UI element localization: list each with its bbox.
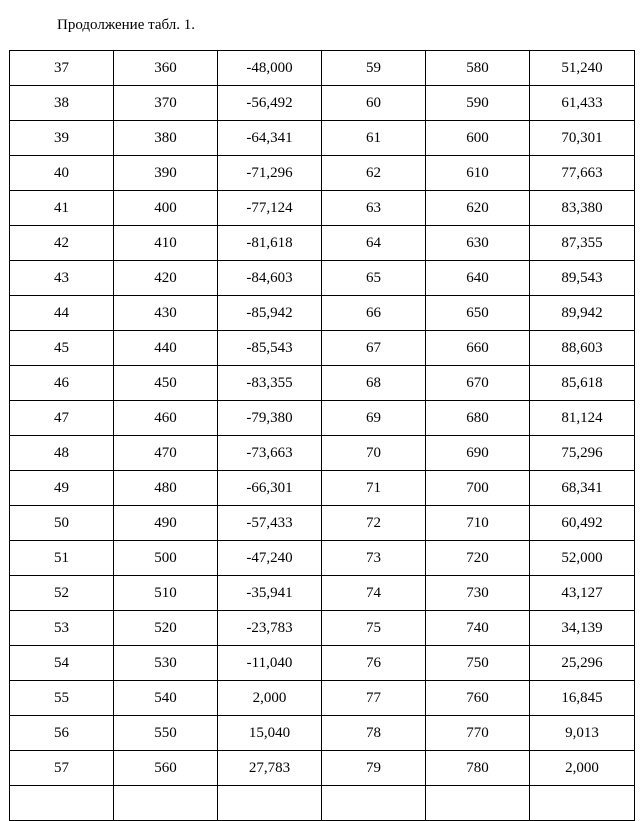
table-cell: 9,013 (530, 716, 635, 751)
table-cell: 49 (10, 471, 114, 506)
table-cell: 2,000 (530, 751, 635, 786)
table-row (10, 506, 635, 541)
table-cell: -85,942 (218, 296, 322, 331)
table-row (10, 86, 635, 121)
table-cell: 70 (322, 436, 426, 471)
table-cell: 630 (426, 226, 530, 261)
table-cell: 530 (114, 646, 218, 681)
table-cell: 73 (322, 541, 426, 576)
table-cell: -73,663 (218, 436, 322, 471)
table-cell: -57,433 (218, 506, 322, 541)
table-cell: -77,124 (218, 191, 322, 226)
table-cell: 43 (10, 261, 114, 296)
table-cell: 68,341 (530, 471, 635, 506)
table-cell: 2,000 (218, 681, 322, 716)
table-cell: 27,783 (218, 751, 322, 786)
table-cell: 580 (426, 51, 530, 86)
table-cell: 780 (426, 751, 530, 786)
table-cell: 77,663 (530, 156, 635, 191)
table-cell: -56,492 (218, 86, 322, 121)
table-row (10, 646, 635, 681)
table-row (10, 191, 635, 226)
table-cell: 16,845 (530, 681, 635, 716)
table-cell: 70,301 (530, 121, 635, 156)
table-cell: 61,433 (530, 86, 635, 121)
table-cell: 670 (426, 366, 530, 401)
table-cell: 53 (10, 611, 114, 646)
table-cell: 450 (114, 366, 218, 401)
table-cell: 63 (322, 191, 426, 226)
table-cell: -64,341 (218, 121, 322, 156)
table-cell: 89,543 (530, 261, 635, 296)
table-cell: 460 (114, 401, 218, 436)
table-cell: 400 (114, 191, 218, 226)
table-row (10, 436, 635, 471)
table-cell: 74 (322, 576, 426, 611)
table-cell: 48 (10, 436, 114, 471)
table-cell: 52,000 (530, 541, 635, 576)
table-cell: 47 (10, 401, 114, 436)
table-cell: 490 (114, 506, 218, 541)
table-cell: 89,942 (530, 296, 635, 331)
table-cell: -85,543 (218, 331, 322, 366)
table-cell: -84,603 (218, 261, 322, 296)
table-cell: 760 (426, 681, 530, 716)
table-cell: 610 (426, 156, 530, 191)
table-container (9, 50, 634, 810)
table-cell: 83,380 (530, 191, 635, 226)
table-cell: 71 (322, 471, 426, 506)
table-cell: 43,127 (530, 576, 635, 611)
table-cell: 41 (10, 191, 114, 226)
table-cell: 380 (114, 121, 218, 156)
table-cell: 81,124 (530, 401, 635, 436)
table-cell: 62 (322, 156, 426, 191)
table-cell: 740 (426, 611, 530, 646)
table-cell: -23,783 (218, 611, 322, 646)
table-cell: 77 (322, 681, 426, 716)
table-cell: 680 (426, 401, 530, 436)
table-cell: 76 (322, 646, 426, 681)
data-table (9, 50, 635, 821)
table-cell: 60,492 (530, 506, 635, 541)
table-cell: -11,040 (218, 646, 322, 681)
table-row (10, 366, 635, 401)
table-cell: 390 (114, 156, 218, 191)
table-cell: 57 (10, 751, 114, 786)
table-cell: 60 (322, 86, 426, 121)
table-cell: 730 (426, 576, 530, 611)
table-cell: 430 (114, 296, 218, 331)
table-cell: 25,296 (530, 646, 635, 681)
table-row (10, 611, 635, 646)
table-cell: 55 (10, 681, 114, 716)
table-cell: 410 (114, 226, 218, 261)
table-cell: 690 (426, 436, 530, 471)
table-row (10, 681, 635, 716)
table-cell: 560 (114, 751, 218, 786)
table-cell: 480 (114, 471, 218, 506)
table-cell: -48,000 (218, 51, 322, 86)
table-row (10, 401, 635, 436)
table-cell: 79 (322, 751, 426, 786)
table-cell: 56 (10, 716, 114, 751)
table-row (10, 51, 635, 86)
table-cell: 440 (114, 331, 218, 366)
table-cell: 52 (10, 576, 114, 611)
table-cell: 500 (114, 541, 218, 576)
table-cell: 61 (322, 121, 426, 156)
table-cell: 69 (322, 401, 426, 436)
table-cell: 51 (10, 541, 114, 576)
table-cell: 540 (114, 681, 218, 716)
table-cell: 46 (10, 366, 114, 401)
table-cell: 65 (322, 261, 426, 296)
table-row (10, 226, 635, 261)
table-cell: 520 (114, 611, 218, 646)
table-cell: 360 (114, 51, 218, 86)
table-cell: 54 (10, 646, 114, 681)
table-cell: -47,240 (218, 541, 322, 576)
table-cell: 370 (114, 86, 218, 121)
table-cell: 67 (322, 331, 426, 366)
table-row (10, 296, 635, 331)
table-cell: 75,296 (530, 436, 635, 471)
table-cell: 660 (426, 331, 530, 366)
table-cell: 750 (426, 646, 530, 681)
table-cell: 470 (114, 436, 218, 471)
table-cell: 770 (426, 716, 530, 751)
table-cell: 78 (322, 716, 426, 751)
table-row (10, 716, 635, 751)
table-row (10, 576, 635, 611)
table-cell: -71,296 (218, 156, 322, 191)
table-row (10, 751, 635, 786)
table-row (10, 331, 635, 366)
table-cell: -35,941 (218, 576, 322, 611)
table-row (10, 121, 635, 156)
table-cell: -66,301 (218, 471, 322, 506)
table-cell: 44 (10, 296, 114, 331)
table-cell: 34,139 (530, 611, 635, 646)
table-row (10, 471, 635, 506)
table-cell: 37 (10, 51, 114, 86)
table-row (10, 261, 635, 296)
table-cell: 72 (322, 506, 426, 541)
table-cell: -81,618 (218, 226, 322, 261)
table-cell: 40 (10, 156, 114, 191)
table-caption: Продолжение табл. 1. (57, 17, 195, 33)
table-cell: 64 (322, 226, 426, 261)
table-cell: 700 (426, 471, 530, 506)
table-cell: 42 (10, 226, 114, 261)
table-cell: 50 (10, 506, 114, 541)
table-cell: 85,618 (530, 366, 635, 401)
table-body (10, 51, 635, 821)
table-cell: 87,355 (530, 226, 635, 261)
table-cell: 45 (10, 331, 114, 366)
table-row (10, 541, 635, 576)
table-row (10, 156, 635, 191)
table-cell: 59 (322, 51, 426, 86)
table-cell: 590 (426, 86, 530, 121)
table-cell: 66 (322, 296, 426, 331)
table-cell: 75 (322, 611, 426, 646)
table-cell: 640 (426, 261, 530, 296)
table-cell: 600 (426, 121, 530, 156)
table-cell: 510 (114, 576, 218, 611)
table-cell: 710 (426, 506, 530, 541)
table-cell: 88,603 (530, 331, 635, 366)
table-cell: 550 (114, 716, 218, 751)
table-cell: -79,380 (218, 401, 322, 436)
table-cell: 620 (426, 191, 530, 226)
table-cell: 650 (426, 296, 530, 331)
table-cell: 15,040 (218, 716, 322, 751)
table-cell: 68 (322, 366, 426, 401)
table-cell: 39 (10, 121, 114, 156)
table-cell: 51,240 (530, 51, 635, 86)
table-cell: -83,355 (218, 366, 322, 401)
table-cell: 420 (114, 261, 218, 296)
table-cell: 720 (426, 541, 530, 576)
table-cell: 38 (10, 86, 114, 121)
